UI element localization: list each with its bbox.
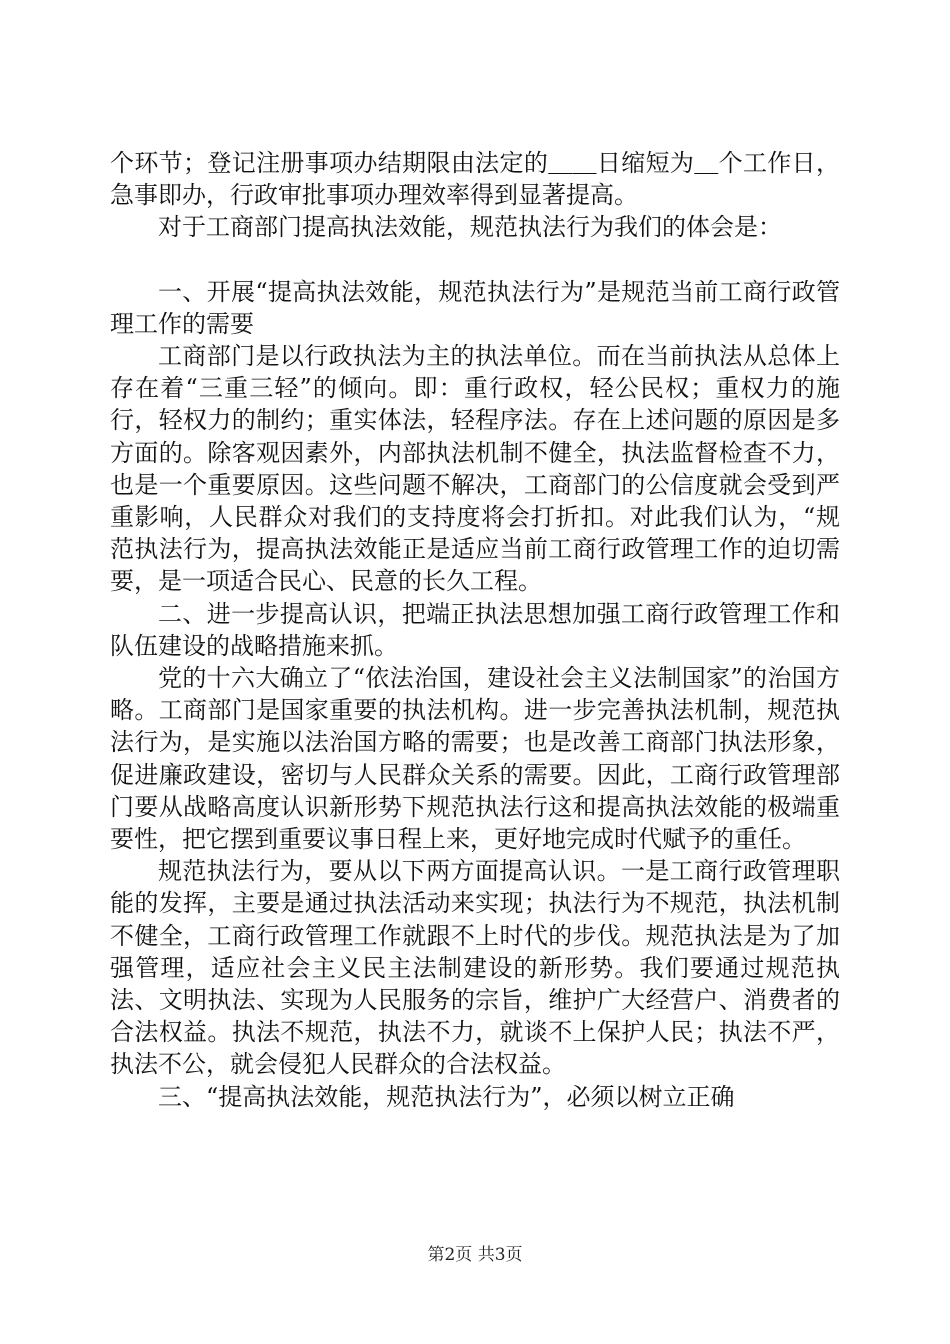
page-number: 第2页 共3页: [427, 1245, 523, 1265]
paragraph-continuation: 个环节；登记注册事项办结期限由法定的＿＿日缩短为＿个工作日，急事即办，行政审批事项办理效率得到显著提高。: [110, 149, 840, 210]
paragraph-section-1: 工商部门是以行政执法为主的执法单位。而在当前执法从总体上存在着“三重三轻”的倾向。即：重行政权，轻公民权；重权力的施行，轻权力的制约；重实体法，轻程序法。存在上述问题的原因是多方面的。除客观因素外，内部执法机制不健全，执法监督检查不力，也是一个重要原因。这些问题不解决，工商部门的公信度就会受到严重影响，人民群众对我们的支持度将会打折扣。对此我们认为，“规范执法行为，提高执法效能正是适应当前工商行政管理工作的迫切需要，是一项适合民心、民意的长久工程。: [110, 342, 840, 596]
paragraph-section-2b: 规范执法行为，要从以下两方面提高认识。一是工商行政管理职能的发挥，主要是通过执法活动来实现；执法行为不规范，执法机制不健全，工商行政管理工作就跟不上时代的步伐。规范执法是为了加强管理，适应社会主义民主法制建设的新形势。我们要通过规范执法、文明执法、实现为人民服务的宗旨，维护广大经营户、消费者的合法权益。执法不规范，执法不力，就谈不上保护人民；执法不严，执法不公，就会侵犯人民群众的合法权益。: [110, 857, 840, 1079]
section-heading-3: 三、“提高执法效能，规范执法行为”，必须以树立正确: [158, 1082, 735, 1111]
paragraph-section-2a: 党的十六大确立了“依法治国，建设社会主义法制国家”的治国方略。工商部门是国家重要的执法机构。进一步完善执法机制，规范执法行为，是实施以法治国方略的需要；也是改善工商部门执法形象，促进廉政建设，密切与人民群众关系的需要。因此，工商行政管理部门要从战略高度认识新形势下规范执法行这和提高执法效能的极端重要性，把它摆到重要议事日程上来，更好地完成时代赋予的重任。: [110, 664, 840, 854]
section-heading-1: 一、开展“提高执法效能，规范执法行为”是规范当前工商行政管理工作的需要: [110, 277, 840, 338]
section-heading-2: 二、进一步提高认识，把端正执法思想加强工商行政管理工作和队伍建设的战略措施来抓。: [110, 599, 840, 660]
document-body: [110, 147, 840, 1113]
page-footer: [0, 1244, 950, 1266]
paragraph-intro: 对于工商部门提高执法效能，规范执法行为我们的体会是：: [158, 213, 782, 242]
